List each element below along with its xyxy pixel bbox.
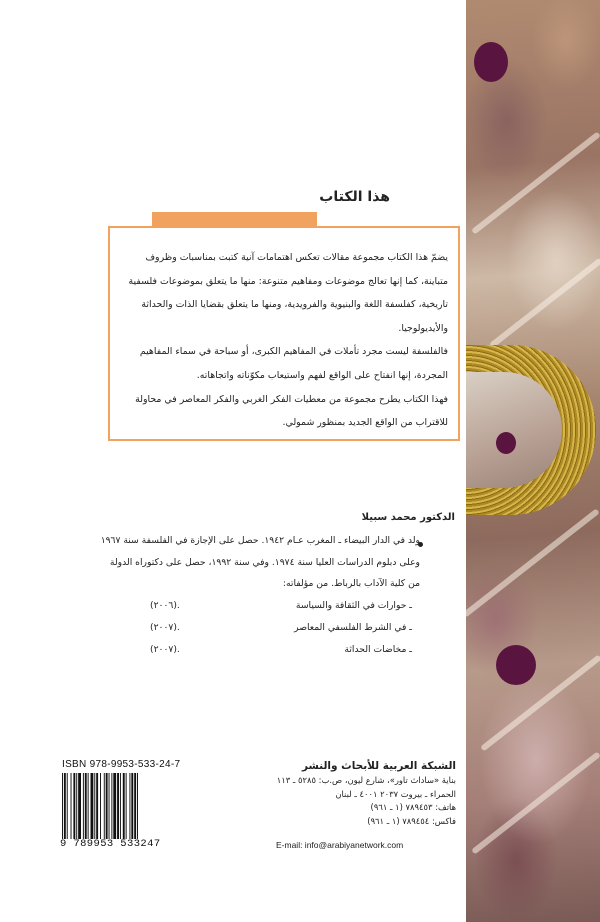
- barcode-image: [62, 773, 172, 839]
- barcode-bar: [120, 773, 121, 839]
- barcode-bar: [113, 773, 116, 839]
- work-item: [150, 622, 412, 644]
- publisher-name: الشبكة العربية للأبحاث والنشر: [301, 760, 456, 772]
- cover-artwork: [466, 0, 600, 922]
- barcode-bar: [78, 773, 81, 839]
- section-heading: هذا الكتاب: [319, 189, 390, 205]
- publisher-fax: فاكس: ٧٨٩٤٥٤ (١ ـ ٩٦١): [367, 815, 456, 826]
- barcode-bar: [137, 773, 138, 839]
- publisher-address-line: الحمراء ـ بيروت ٢٠٣٧ ٤٠٠١ ـ لبنان: [335, 788, 456, 799]
- publisher-phone: هاتف: ٧٨٩٤٥٣ (١ ـ ٩٦١): [370, 802, 456, 812]
- description-box: [108, 226, 460, 441]
- heading-accent-bar: [152, 212, 317, 226]
- barcode-bar: [67, 773, 68, 839]
- author-works-list: [150, 600, 412, 666]
- barcode-bar: [73, 773, 75, 839]
- barcode-bar: [104, 773, 105, 839]
- barcode-digits: 9 789953 533247: [60, 838, 161, 850]
- publisher-block: [232, 758, 456, 828]
- work-title: ـ مخاضات الحداثة: [344, 644, 412, 655]
- barcode-bar: [131, 773, 133, 839]
- description-paragraph: يضمّ هذا الكتاب مجموعة مقالات تعكس اهتمامات آنية كتبت بمناسبات وظروف متباينة، كما إنها تعالج موضوعات ومفاهيم متنوعة: منها ما يتعلق بموضوعات فلسفية تاريخية، كفلسفة اللغة والبنيوية والفرويدية، ومنها ما يتعلق بقضايا الذات والحداثة والأيديولوجيا.: [128, 252, 448, 334]
- work-title: ـ في الشرط الفلسفي المعاصر: [294, 622, 412, 633]
- description-paragraph: فالفلسفة ليست مجرد تأملات في المفاهيم الكبرى، أو سباحة في سماء المفاهيم المجردة، إنها انفتاح على الواقع لفهم واستيعاب مكوّناته واتجاهاته.: [139, 346, 448, 381]
- barcode-bar: [126, 773, 127, 839]
- barcode-bar: [76, 773, 77, 839]
- barcode-bar: [106, 773, 108, 839]
- work-year: (٢٠٠٧).: [150, 644, 180, 655]
- barcode-bar: [64, 773, 66, 839]
- work-title: ـ حوارات في الثقافة والسياسة: [295, 600, 412, 611]
- author-bio: [100, 530, 420, 595]
- barcode-bar: [117, 773, 119, 839]
- barcode-bar: [109, 773, 110, 839]
- author-bio-text: ولد في الدار البيضاء ـ المغرب عـام ١٩٤٢. حصل على الإجازة في الفلسفة سنة ١٩٦٧ وعلى دبلوم الدراسات العليا سنة ١٩٧٤. وفي سنة ١٩٩٢، حصل على دكتوراه الدولة من كلية الآداب بالرباط. من مؤلفاته:: [100, 535, 420, 589]
- work-year: (٢٠٠٦).: [150, 600, 180, 611]
- barcode-bar: [94, 773, 95, 839]
- author-name: الدكتور محمد سبيلا: [361, 512, 455, 523]
- barcode-bar: [129, 773, 130, 839]
- description-text: [120, 246, 448, 435]
- barcode-bar: [85, 773, 87, 839]
- description-paragraph: فهذا الكتاب يطرح مجموعة من معطيات الفكر الغربي والفكر المعاصر في محاولة للاقتراب من الواقع الجديد بمنظور شمولي.: [135, 393, 448, 429]
- barcode-bar: [96, 773, 98, 839]
- publisher-address-line: بناية «ساداث تاور»، شارع ليون، ص.ب: ٥٢٨٥ ـ ١١٣: [276, 775, 456, 785]
- work-item: [150, 644, 412, 666]
- barcode-bar: [91, 773, 94, 839]
- barcode-bar: [83, 773, 84, 839]
- barcode-bar: [62, 773, 63, 839]
- barcode-bar: [88, 773, 89, 839]
- work-item: [150, 600, 412, 622]
- publisher-email: E-mail: info@arabiyanetwork.com: [276, 840, 404, 850]
- barcode-bar: [134, 773, 136, 839]
- work-year: (٢٠٠٧).: [150, 622, 180, 633]
- barcode-bar: [111, 773, 112, 839]
- barcode-bar: [100, 773, 101, 839]
- isbn-label: ISBN 978-9953-533-24-7: [62, 759, 181, 770]
- barcode-bar: [71, 773, 72, 839]
- barcode-bar: [123, 773, 125, 839]
